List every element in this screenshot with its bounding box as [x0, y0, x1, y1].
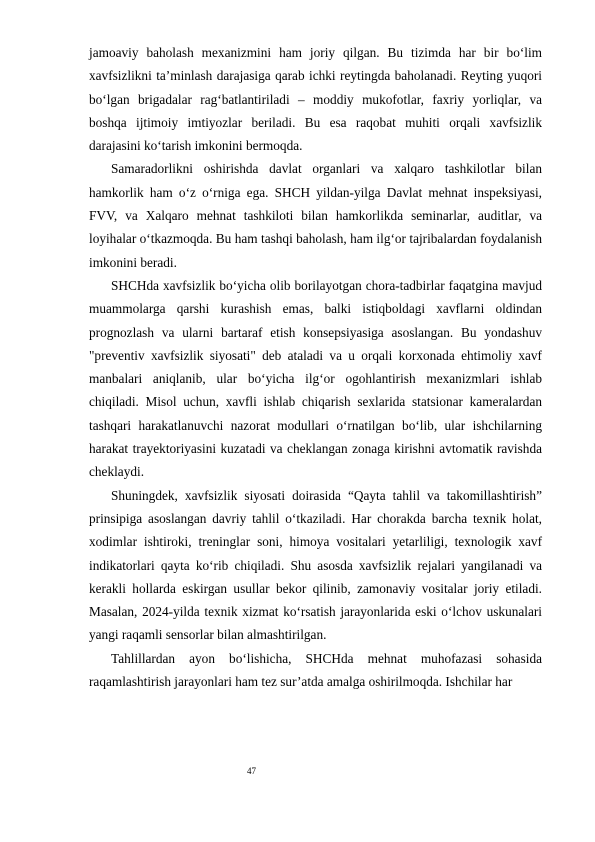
paragraph-4: Shuningdek, xavfsizlik siyosati doirasida “Qayta tahlil va takomillashtirish” prinsipiga asoslangan davriy tahlil o‘tkaziladi. Har chorakda barcha texnik holat, xodimlar ishtiroki, treninglar soni, himoya vositalari yetarliligi, texnologik xavf indikatorlari qayta ko‘rib chiqiladi. Shu asosda xavfsizlik rejalari yangilanadi va kerakli hollarda eskirgan usullar bekor qilinib, zamonaviy vositalar joriy etiladi. Masalan, 2024-yilda texnik xizmat ko‘rsatish jarayonlarida eski o‘lchov uskunalari yangi raqamli sensorlar bilan almashtirilgan. [89, 487, 542, 643]
paragraph-3: SHCHda xavfsizlik bo‘yicha olib borilayotgan chora-tadbirlar faqatgina mavjud muammolarga qarshi kurashish emas, balki istiqboldagi xavflarni oldindan prognozlash va ularni bartaraf etish konsepsiyasiga asoslangan. Bu yondashuv "preventiv xavfsizlik siyosati" deb ataladi va u orqali korxonada ehtimoliy xavf manbalari aniqlanib, ular bo‘yicha ilg‘or ogohlantirish mexanizmlari ishlab chiqiladi. Misol uchun, xavfli ishlab chiqarish sexlarida statsionar kameralardan tashqari harakatlanuvchi nazorat modullari o‘rnatilgan bo‘lib, ular ishchilarning harakat trayektoriyasini kuzatadi va cheklangan zonaga kirishni avtomatik ravishda cheklaydi. [89, 277, 542, 480]
paragraph-2: Samaradorlikni oshirishda davlat organlari va xalqaro tashkilotlar bilan hamkorlik ham o‘z o‘rniga ega. SHCH yildan-yilga Davlat mehnat inspeksiyasi, FVV, va Xalqaro mehnat tashkiloti bilan hamkorlikda seminarlar, auditlar, va loyihalar o‘tkazmoqda. Bu ham tashqi baholash, ham ilg‘or tajribalardan foydalanish imkonini beradi. [89, 161, 542, 270]
body-text [89, 41, 542, 693]
page-number: 47 [247, 766, 256, 776]
paragraph-5: Tahlillardan ayon bo‘lishicha, SHCHda mehnat muhofazasi sohasida raqamlashtirish jarayonlari ham tez sur’atda amalga oshirilmoqda. Ishchilar har [89, 650, 542, 690]
paragraph-1: jamoaviy baholash mexanizmini ham joriy qilgan. Bu tizimda har bir bo‘lim xavfsizlikni ta’minlash darajasiga qarab ichki reytingda baholanadi. Reyting yuqori bo‘lgan brigadalar rag‘batlantiriladi – moddiy mukofotlar, faxriy yorliqlar, va boshqa ijtimoiy imtiyozlar beriladi. Bu esa raqobat muhiti orqali xavfsizlik darajasini ko‘tarish imkonini bermoqda. [89, 45, 542, 154]
